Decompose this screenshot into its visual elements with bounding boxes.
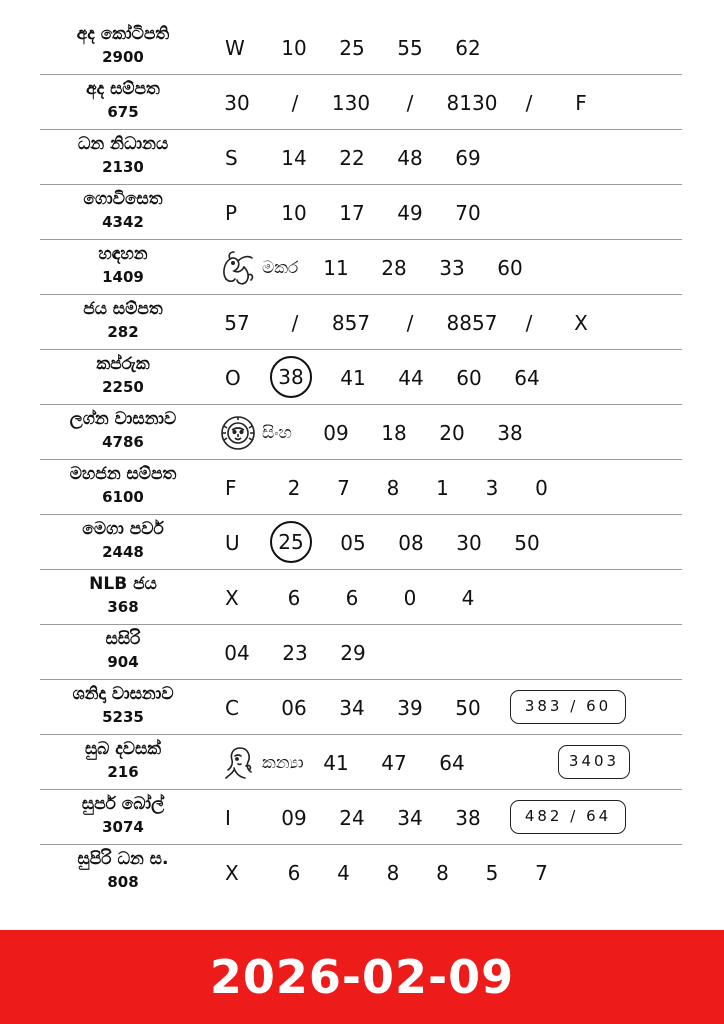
lottery-name: සුබ දවසක් (84, 739, 162, 759)
winning-number: 24 (339, 806, 365, 830)
result-row (40, 75, 682, 130)
result-letter: U (225, 531, 240, 555)
winning-number: 17 (339, 201, 365, 225)
draw-number: 3074 (102, 818, 144, 836)
winning-number: 8 (436, 861, 449, 885)
special-number: 38 (270, 356, 312, 398)
separator: / (291, 91, 299, 115)
lottery-name: සසිරි (105, 629, 141, 649)
separator: / (291, 311, 299, 335)
winning-number: 06 (281, 696, 307, 720)
winning-number: 14 (281, 146, 307, 170)
lottery-name: NLB ජය (89, 574, 157, 594)
winning-number: 25 (339, 36, 365, 60)
result-row (40, 790, 682, 845)
winning-number: 41 (340, 366, 366, 390)
bonus-box: 383 / 60 (510, 690, 626, 724)
winning-number: 64 (514, 366, 540, 390)
result-row (40, 240, 682, 295)
leo-icon (218, 414, 258, 452)
draw-number: 2250 (102, 378, 144, 396)
winning-number: 09 (281, 806, 307, 830)
result-row (40, 130, 682, 185)
draw-number: 675 (107, 103, 139, 121)
draw-date: 2026-02-09 (209, 950, 515, 1004)
lottery-name: ගොවිසෙත (83, 189, 163, 209)
lottery-name: සුපිරි ධන ස. (77, 849, 169, 869)
lottery-name: ලග්න වාසනාව (69, 409, 177, 429)
lottery-name: ජය සම්පත (83, 299, 163, 319)
lottery-name: මහජන සම්පත (69, 464, 177, 484)
result-row (40, 570, 682, 625)
result-row (40, 185, 682, 240)
draw-number: 4342 (102, 213, 144, 231)
result-value: F (575, 91, 587, 115)
winning-number: 0 (403, 586, 417, 610)
winning-number: 41 (323, 751, 349, 775)
result-row (40, 735, 682, 790)
result-value: X (574, 311, 588, 335)
result-row (40, 515, 682, 570)
winning-number: 5 (485, 861, 499, 885)
winning-number: 69 (455, 146, 481, 170)
draw-number: 808 (107, 873, 139, 891)
draw-number: 904 (107, 653, 139, 671)
draw-number: 282 (107, 323, 139, 341)
lottery-name: ශනිදා වාසනාව (72, 684, 174, 704)
draw-number: 216 (107, 763, 139, 781)
winning-number: 38 (455, 806, 481, 830)
result-row (40, 295, 682, 350)
winning-number: 38 (497, 421, 523, 445)
winning-number: 4 (337, 861, 350, 885)
winning-number: 20 (439, 421, 465, 445)
winning-number: 70 (455, 201, 481, 225)
bonus-box: 3403 (558, 745, 630, 779)
winning-number: 08 (398, 531, 424, 555)
result-letter: O (225, 366, 241, 390)
draw-number: 6100 (102, 488, 144, 506)
result-value: 8857 (446, 311, 498, 335)
winning-number: 50 (514, 531, 540, 555)
result-letter: W (225, 36, 245, 60)
winning-number: 18 (381, 421, 407, 445)
winning-number: 60 (456, 366, 482, 390)
separator: / (525, 91, 533, 115)
winning-number: 0 (535, 476, 548, 500)
result-row (40, 845, 682, 899)
separator: / (525, 311, 533, 335)
winning-number: 62 (455, 36, 481, 60)
winning-number: 10 (281, 36, 307, 60)
winning-number: 8 (386, 476, 400, 500)
lottery-name: හඳහන (98, 244, 148, 264)
winning-number: 50 (455, 696, 481, 720)
result-row (40, 625, 682, 680)
lottery-name: සුපර් බෝල් (81, 794, 165, 814)
winning-number: 44 (398, 366, 424, 390)
winning-number: 34 (339, 696, 365, 720)
winning-number: 2 (287, 476, 301, 500)
winning-number: 34 (397, 806, 423, 830)
winning-number: 6 (287, 586, 301, 610)
result-letter: S (225, 146, 238, 170)
result-row (40, 680, 682, 735)
bonus-box: 482 / 64 (510, 800, 626, 834)
winning-number: 28 (381, 256, 407, 280)
winning-number: 39 (397, 696, 423, 720)
result-value: 130 (331, 91, 371, 115)
draw-number: 2448 (102, 543, 144, 561)
result-value: 57 (224, 311, 250, 335)
result-letter: P (225, 201, 238, 225)
winning-number: 6 (287, 861, 301, 885)
special-number: 25 (270, 521, 312, 563)
winning-number: 49 (397, 201, 423, 225)
draw-number: 368 (107, 598, 139, 616)
winning-number: 1 (436, 476, 449, 500)
result-value: 8130 (446, 91, 498, 115)
result-row (40, 460, 682, 515)
winning-number: 33 (439, 256, 465, 280)
date-banner (0, 930, 724, 1024)
result-letter: X (225, 586, 239, 610)
winning-number: 29 (340, 641, 366, 665)
winning-number: 23 (282, 641, 308, 665)
result-letter: F (225, 476, 237, 500)
winning-number: 8 (386, 861, 400, 885)
winning-number: 4 (461, 586, 475, 610)
lottery-name: කප්රුක (96, 354, 150, 374)
draw-number: 4786 (102, 433, 144, 451)
zodiac-label: කන්‍යා (262, 753, 304, 773)
draw-number: 1409 (102, 268, 144, 286)
result-row (40, 350, 682, 405)
lottery-name: ධන නිධානය (77, 134, 169, 154)
capricorn-icon (218, 249, 258, 287)
result-row (40, 405, 682, 460)
winning-number: 6 (345, 586, 359, 610)
winning-number: 64 (439, 751, 465, 775)
winning-number: 05 (340, 531, 366, 555)
winning-number: 60 (497, 256, 523, 280)
lottery-name: අද කෝටිපති (76, 24, 170, 44)
result-letter: X (225, 861, 239, 885)
winning-number: 22 (339, 146, 365, 170)
virgo-icon (218, 744, 258, 782)
zodiac-label: සිංහ (262, 423, 292, 443)
separator: / (406, 91, 414, 115)
draw-number: 2130 (102, 158, 144, 176)
result-value: 30 (224, 91, 250, 115)
winning-number: 04 (224, 641, 250, 665)
winning-number: 30 (456, 531, 482, 555)
results-table (0, 20, 724, 899)
result-row (40, 20, 682, 75)
draw-number: 5235 (102, 708, 144, 726)
winning-number: 09 (323, 421, 349, 445)
result-letter: C (225, 696, 239, 720)
winning-number: 3 (485, 476, 499, 500)
winning-number: 47 (381, 751, 407, 775)
zodiac-label: මකර (262, 258, 299, 278)
winning-number: 7 (337, 476, 350, 500)
result-letter: I (225, 806, 231, 830)
lottery-name: මෙගා පවර් (82, 519, 164, 539)
draw-number: 2900 (102, 48, 144, 66)
winning-number: 7 (535, 861, 548, 885)
separator: / (406, 311, 414, 335)
result-value: 857 (331, 311, 371, 335)
winning-number: 48 (397, 146, 423, 170)
lottery-name: අද සම්පත (86, 79, 160, 99)
winning-number: 11 (323, 256, 349, 280)
winning-number: 55 (397, 36, 423, 60)
winning-number: 10 (281, 201, 307, 225)
